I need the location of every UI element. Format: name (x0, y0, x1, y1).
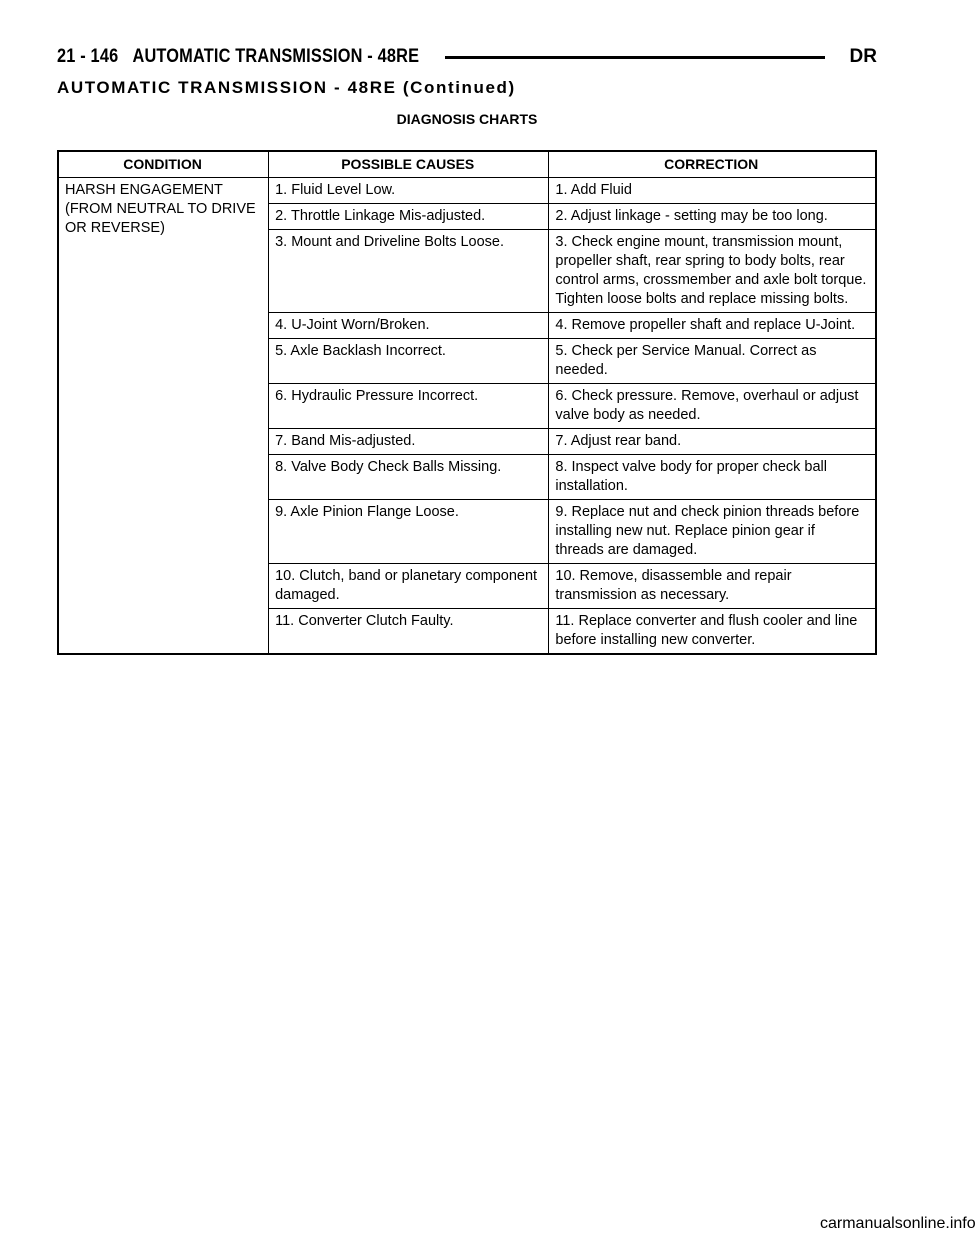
cause-cell: 1. Fluid Level Low. (269, 178, 549, 204)
cause-cell: 4. U-Joint Worn/Broken. (269, 313, 549, 339)
correction-cell: 6. Check pressure. Remove, overhaul or adjust valve body as needed. (549, 384, 876, 429)
cause-cell: 11. Converter Clutch Faulty. (269, 609, 549, 655)
correction-cell: 2. Adjust linkage - setting may be too long. (549, 204, 876, 230)
diagnosis-table (57, 150, 877, 655)
table-row (58, 178, 876, 204)
cause-cell: 5. Axle Backlash Incorrect. (269, 339, 549, 384)
continued-title: AUTOMATIC TRANSMISSION - 48RE (Continued) (57, 78, 516, 97)
page-header-title (57, 46, 419, 68)
condition-cell: HARSH ENGAGEMENT (FROM NEUTRAL TO DRIVE OR REVERSE) (58, 178, 269, 655)
correction-cell: 5. Check per Service Manual. Correct as needed. (549, 339, 876, 384)
cause-cell: 3. Mount and Driveline Bolts Loose. (269, 230, 549, 313)
model-code: DR (849, 46, 877, 67)
cause-cell: 2. Throttle Linkage Mis-adjusted. (269, 204, 549, 230)
correction-cell: 10. Remove, disassemble and repair transmission as necessary. (549, 564, 876, 609)
page-number: 21 - 146 (57, 46, 119, 67)
table-header-row (58, 151, 876, 178)
footer-watermark: carmanualsonline.info (820, 1215, 976, 1232)
correction-cell: 4. Remove propeller shaft and replace U-Joint. (549, 313, 876, 339)
column-header-causes: POSSIBLE CAUSES (269, 151, 549, 178)
correction-cell: 8. Inspect valve body for proper check ball installation. (549, 455, 876, 500)
correction-cell: 9. Replace nut and check pinion threads before installing new nut. Replace pinion gear if threads are damaged. (549, 500, 876, 564)
cause-cell: 6. Hydraulic Pressure Incorrect. (269, 384, 549, 429)
correction-cell: 11. Replace converter and flush cooler and line before installing new converter. (549, 609, 876, 655)
cause-cell: 9. Axle Pinion Flange Loose. (269, 500, 549, 564)
cause-cell: 7. Band Mis-adjusted. (269, 429, 549, 455)
cause-cell: 10. Clutch, band or planetary component damaged. (269, 564, 549, 609)
column-header-correction: CORRECTION (549, 151, 876, 178)
correction-cell: 7. Adjust rear band. (549, 429, 876, 455)
chart-title: DIAGNOSIS CHARTS (396, 111, 538, 127)
column-header-condition: CONDITION (58, 151, 269, 178)
correction-cell: 1. Add Fluid (549, 178, 876, 204)
header-rule (445, 56, 825, 59)
cause-cell: 8. Valve Body Check Balls Missing. (269, 455, 549, 500)
correction-cell: 3. Check engine mount, transmission mount, propeller shaft, rear spring to body bolts, rear control arms, crossmember and axle bolt torque. Tighten loose bolts and replace missing bolts. (549, 230, 876, 313)
page-header (57, 44, 877, 72)
section-name: AUTOMATIC TRANSMISSION - 48RE (132, 46, 420, 67)
